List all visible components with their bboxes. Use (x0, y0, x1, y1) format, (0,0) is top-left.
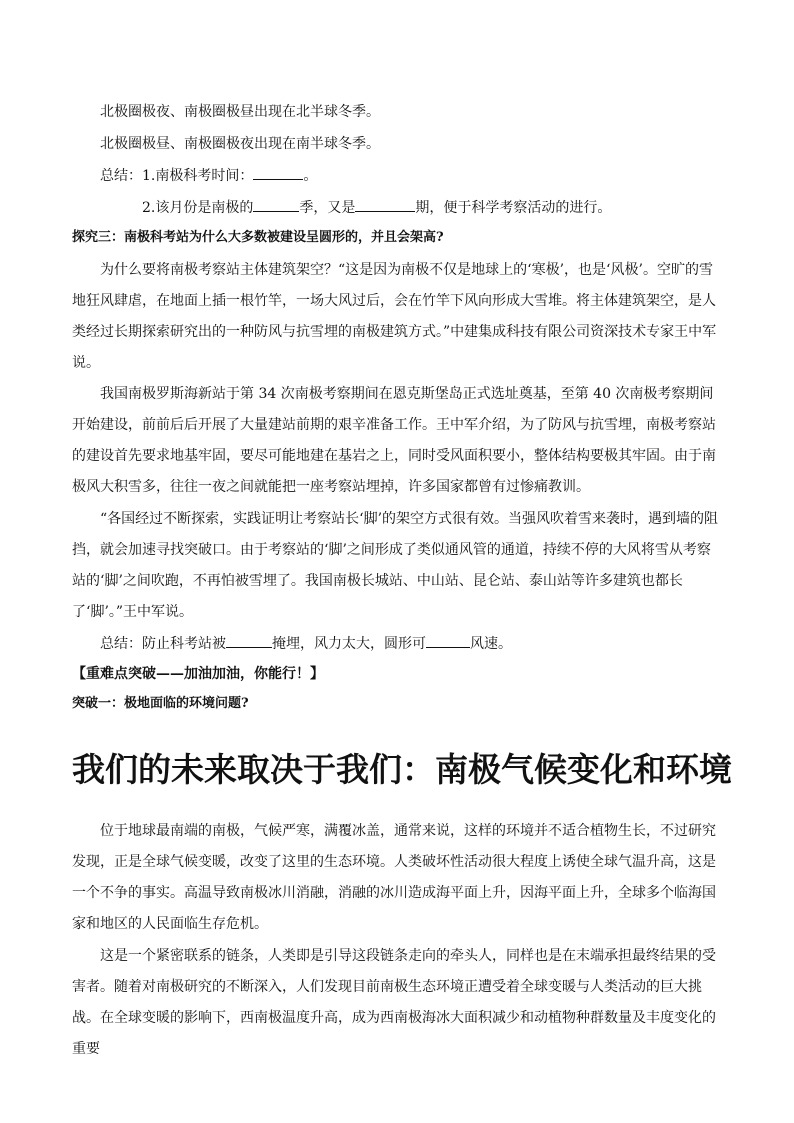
summary-text: 总结：1.南极科考时间： (100, 168, 254, 184)
text-line: 北极圈极昼、南极圈极夜出现在南半球冬季。 (100, 136, 380, 152)
paragraph: 为什么要将南极考察站主体建筑架空？“这是因为南极不仅是地球上的‘寒极’，也是‘风极’。空旷的雪地狂风肆虐，在地面上插一根竹竿，一场大风过后，会在竹竿下风向形成大雪堆。将主体建筑架空，是人类经过长期探索研究出的一种防风与抗雪埋的南极建筑方式。”中建集成科技有限公司资深技术专家王中军说。 (72, 262, 717, 371)
summary-text: 总结：防止科考站被 (100, 636, 226, 652)
paragraph: 我国南极罗斯海新站于第 34 次南极考察期间在恩克斯堡岛正式选址奠基，至第 40 次南极考察期间开始建设，前前后后开展了大量建站前期的艰辛准备工作。王中军介绍，为了防风与抗雪埋，南极考察站的建设首先要求地基牢固，要尽可能地建在基岩之上，同时受风面积要小，整体结构要极其牢固。由于南极风大积雪多，往往一夜之间就能把一座考察站埋掉，许多国家都曾有过惨痛教训。 (72, 386, 716, 495)
summary-text: 掩埋，风力太大，圆形可 (272, 636, 426, 652)
summary-text: 2.该月份是南极的 (142, 200, 254, 216)
summary-line-1 (100, 165, 317, 186)
fill-blank (253, 165, 303, 180)
section-heading: 【重难点突破——加油加油，你能行！】 (72, 666, 324, 682)
text-line: 北极圈极夜、南极圈极昼出现在北半球冬季。 (100, 104, 380, 120)
paragraph: “各国经过不断探索，实践证明让考察站长‘脚’的架空方式很有效。当强风吹着雪来袭时，遇到墙的阻挡，就会加速寻找突破口。由于考察站的‘脚’之间形成了类似通风管的通道，持续不停的大风将雪从考察站的‘脚’之间吹跑，不再怕被雪埋了。我国南极长城站、中山站、昆仑站、泰山站等许多建筑也都长了‘脚’。”王中军说。 (72, 511, 719, 620)
summary-text: 风速。 (470, 636, 512, 652)
section-heading: 探究三：南极科考站为什么大多数被建设呈圆形的，并且会架高? (72, 230, 444, 245)
summary-text: 。 (303, 168, 318, 184)
summary-text: 期，便于科学考察活动的进行。 (415, 200, 612, 216)
fill-blank (355, 197, 415, 212)
summary-line-2 (142, 197, 611, 218)
fill-blank (253, 197, 299, 212)
article-paragraph: 这是一个紧密联系的链条，人类即是引导这段链条走向的牵头人，同样也是在末端承担最终结果的受害者。随着对南极研究的不断深入，人们发现目前南极生态环境正遭受着全球变暖与人类活动的巨大挑战。在全球变暖的影响下，西南极温度升高，成为西南极海冰大面积减少和动植物种群数量及丰度变化的重要 (72, 948, 716, 1057)
summary-text: 季，又是 (299, 200, 356, 216)
fill-blank (226, 633, 272, 648)
article-title: 我们的未来取决于我们：南极气候变化和环境 (72, 750, 732, 789)
summary-line-3 (100, 633, 512, 654)
section-heading: 突破一：极地面临的环境问题? (72, 696, 249, 711)
fill-blank (426, 633, 470, 648)
article-paragraph: 位于地球最南端的南极，气候严寒，满覆冰盖，通常来说，这样的环境并不适合植物生长，不过研究发现，正是全球气候变暖，改变了这里的生态环境。人类破坏性活动很大程度上诱使全球气温升高，这是一个不争的事实。高温导致南极冰川消融，消融的冰川造成海平面上升，因海平面上升，全球多个临海国家和地区的人民面临生存危机。 (72, 823, 716, 932)
